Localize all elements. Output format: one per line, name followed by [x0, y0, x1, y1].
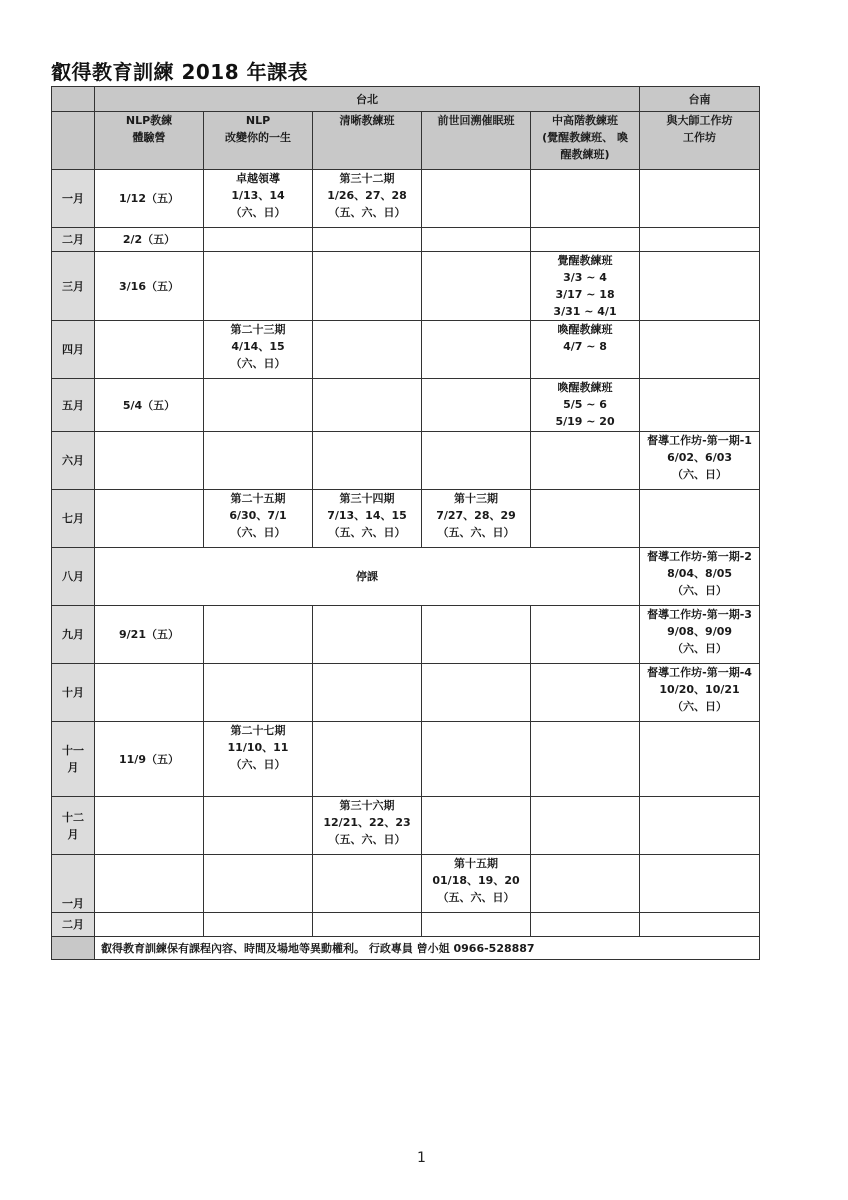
corner-cell — [52, 112, 95, 170]
month-text: 月 — [67, 761, 79, 774]
empty-cell — [422, 252, 531, 321]
column-header-nlp-coaching-camp — [95, 112, 204, 170]
empty-cell — [422, 228, 531, 252]
schedule-cell-line: 9/08、9/09 — [667, 625, 733, 638]
schedule-cell-line: （六、日） — [230, 357, 286, 370]
month-label — [52, 432, 95, 490]
column-header-line: 與大師工作坊 — [666, 114, 733, 127]
schedule-cell — [95, 252, 204, 321]
empty-cell — [640, 855, 760, 913]
schedule-cell-line: 第十三期 — [454, 492, 498, 505]
schedule-cell — [95, 606, 204, 664]
schedule-cell — [95, 379, 204, 432]
schedule-row — [52, 432, 760, 490]
schedule-row — [52, 228, 760, 252]
schedule-cell-line: （五、六、日） — [437, 526, 515, 539]
schedule-cell — [313, 797, 422, 855]
schedule-cell-line: 第三十二期 — [339, 172, 395, 185]
schedule-cell-line: 11/9（五） — [119, 752, 179, 766]
month-label — [52, 722, 95, 797]
schedule-row — [52, 321, 760, 379]
empty-cell — [640, 228, 760, 252]
empty-cell — [313, 606, 422, 664]
month-text: 三月 — [62, 279, 84, 293]
schedule-cell-line: 6/30、7/1 — [229, 509, 287, 522]
schedule-cell — [640, 548, 760, 606]
empty-cell — [422, 797, 531, 855]
schedule-cell-line: 第二十三期 — [230, 323, 286, 336]
schedule-cell-line: 5/5 ~ 6 — [563, 398, 607, 411]
empty-cell — [95, 432, 204, 490]
empty-cell — [531, 228, 640, 252]
schedule-cell-line: （六、日） — [230, 526, 286, 539]
schedule-cell-line: 12/21、22、23 — [323, 816, 411, 829]
empty-cell — [640, 379, 760, 432]
empty-cell — [531, 913, 640, 937]
schedule-cell-line: 11/10、11 — [227, 741, 289, 754]
schedule-cell-line: （五、六、日） — [328, 526, 406, 539]
schedule-cell-line: 1/12（五） — [119, 192, 179, 205]
empty-cell — [313, 379, 422, 432]
schedule-cell-line: 1/26、27、28 — [327, 189, 407, 202]
empty-cell — [422, 913, 531, 937]
empty-cell — [640, 252, 760, 321]
schedule-cell-line: 3/31 ~ 4/1 — [553, 305, 617, 318]
footer-note: 叡得教育訓練保有課程內容、時間及場地等異動權利。 行政專員 曾小姐 0966-528887 — [95, 937, 760, 960]
column-header-line: 清晰教練班 — [339, 114, 395, 127]
month-label — [52, 664, 95, 722]
schedule-cell-line: 8/04、8/05 — [667, 567, 733, 580]
month-label — [52, 490, 95, 548]
month-text: 二月 — [62, 233, 84, 246]
empty-cell — [422, 664, 531, 722]
schedule-cell-line: 第十五期 — [454, 857, 498, 870]
column-header-line: 改變你的一生 — [225, 131, 291, 144]
schedule-cell — [204, 170, 313, 228]
schedule-cell-line: 督導工作坊-第一期-4 — [647, 666, 752, 679]
schedule-cell-line: 3/3 ~ 4 — [563, 271, 607, 284]
schedule-cell-line: 卓越領導 — [236, 172, 280, 185]
month-label — [52, 855, 95, 913]
month-label — [52, 170, 95, 228]
schedule-cell-line: 第二十七期 — [230, 724, 286, 737]
schedule-cell-line: （五、六、日） — [328, 833, 406, 846]
column-header-line: NLP教練 — [125, 114, 173, 127]
month-text: 二月 — [62, 918, 84, 931]
empty-cell — [95, 855, 204, 913]
empty-cell — [422, 379, 531, 432]
empty-cell — [640, 797, 760, 855]
empty-cell — [204, 379, 313, 432]
empty-cell — [531, 170, 640, 228]
schedule-row — [52, 722, 760, 797]
column-header-master-workshop — [640, 112, 760, 170]
schedule-cell-line: 01/18、19、20 — [432, 874, 520, 887]
schedule-cell-line: 6/02、6/03 — [667, 451, 733, 464]
month-label — [52, 321, 95, 379]
schedule-cell-line: 10/20、10/21 — [659, 683, 740, 696]
region-taipei: 台北 — [95, 87, 640, 112]
empty-cell — [204, 606, 313, 664]
month-label — [52, 548, 95, 606]
column-header-advanced-coaching — [531, 112, 640, 170]
empty-cell — [640, 490, 760, 548]
schedule-row — [52, 252, 760, 321]
schedule-row — [52, 855, 760, 913]
empty-cell — [531, 855, 640, 913]
schedule-row — [52, 913, 760, 937]
empty-cell — [531, 664, 640, 722]
column-header-line: NLP — [245, 114, 271, 127]
schedule-cell — [95, 722, 204, 797]
empty-cell — [204, 228, 313, 252]
empty-cell — [422, 170, 531, 228]
schedule-cell-line: （六、日） — [672, 468, 728, 481]
region-tainan: 台南 — [640, 87, 760, 112]
schedule-cell-line: 督導工作坊-第一期-1 — [647, 434, 752, 447]
schedule-cell — [531, 321, 640, 379]
schedule-cell-line: 督導工作坊-第一期-3 — [647, 608, 752, 621]
month-label — [52, 606, 95, 664]
column-header-line: 醒教練班) — [560, 148, 610, 161]
empty-cell — [204, 432, 313, 490]
schedule-row — [52, 797, 760, 855]
schedule-cell — [313, 170, 422, 228]
schedule-cell — [95, 228, 204, 252]
schedule-cell-line: （六、日） — [672, 642, 728, 655]
corner-cell — [52, 87, 95, 112]
schedule-cell-line: 7/13、14、15 — [327, 509, 407, 522]
empty-cell — [313, 664, 422, 722]
empty-cell — [313, 432, 422, 490]
schedule-cell-line: 1/13、14 — [231, 189, 285, 202]
empty-cell — [204, 664, 313, 722]
empty-cell — [531, 490, 640, 548]
month-text: 四月 — [62, 343, 84, 356]
month-label — [52, 913, 95, 937]
schedule-cell-line: 喚醒教練班 — [557, 323, 613, 336]
column-header-clarity-coaching — [313, 112, 422, 170]
schedule-row — [52, 606, 760, 664]
document-title: 叡得教育訓練 2018 年課表 — [51, 60, 309, 84]
empty-cell — [422, 606, 531, 664]
empty-cell — [204, 252, 313, 321]
column-header-nlp-change-life — [204, 112, 313, 170]
empty-cell — [313, 252, 422, 321]
empty-cell — [204, 855, 313, 913]
schedule-row — [52, 664, 760, 722]
schedule-cell-line: （六、日） — [230, 758, 286, 771]
column-header-past-life-hypnosis — [422, 112, 531, 170]
schedule-cell — [531, 252, 640, 321]
empty-cell — [95, 797, 204, 855]
schedule-cell — [640, 606, 760, 664]
schedule-cell-line: （六、日） — [230, 206, 286, 219]
column-header-row — [52, 112, 760, 170]
column-header-line: (覺醒教練班、 喚 — [542, 131, 628, 144]
schedule-row — [52, 490, 760, 548]
schedule-cell-line: 5/4（五） — [122, 398, 176, 412]
empty-cell — [640, 321, 760, 379]
empty-cell — [204, 913, 313, 937]
course-schedule-table — [51, 86, 760, 960]
empty-cell — [204, 797, 313, 855]
schedule-row — [52, 548, 760, 606]
schedule-row — [52, 379, 760, 432]
empty-cell — [422, 722, 531, 797]
empty-cell — [95, 664, 204, 722]
empty-cell — [640, 170, 760, 228]
suspended-classes-cell: 停課 — [95, 548, 640, 606]
empty-cell — [422, 321, 531, 379]
schedule-row — [52, 170, 760, 228]
schedule-cell — [204, 490, 313, 548]
schedule-cell — [422, 855, 531, 913]
schedule-cell — [640, 432, 760, 490]
month-text: 七月 — [62, 512, 84, 525]
empty-cell — [531, 606, 640, 664]
schedule-cell — [422, 490, 531, 548]
month-text: 五月 — [62, 398, 84, 412]
column-header-line: 工作坊 — [683, 131, 717, 144]
schedule-cell-line: 2/2（五） — [122, 233, 176, 246]
page-number: 1 — [417, 1150, 426, 1166]
schedule-cell-line: 5/19 ~ 20 — [555, 415, 615, 428]
schedule-body — [52, 170, 760, 937]
empty-cell — [531, 432, 640, 490]
month-text: 十月 — [62, 686, 84, 699]
empty-cell — [95, 913, 204, 937]
month-text: 一月 — [62, 897, 84, 910]
schedule-cell-line: （六、日） — [672, 584, 728, 597]
footer-row — [52, 937, 760, 960]
month-text: 月 — [67, 827, 79, 841]
column-header-line: 體驗營 — [132, 131, 166, 144]
empty-cell — [313, 321, 422, 379]
month-label — [52, 379, 95, 432]
empty-cell — [95, 490, 204, 548]
empty-cell — [313, 913, 422, 937]
month-text: 一月 — [62, 192, 84, 205]
schedule-cell-line: 督導工作坊-第一期-2 — [647, 550, 752, 563]
empty-cell — [95, 321, 204, 379]
month-label — [52, 228, 95, 252]
schedule-cell — [204, 321, 313, 379]
empty-cell — [313, 722, 422, 797]
month-text: 六月 — [62, 454, 84, 467]
empty-cell — [531, 797, 640, 855]
schedule-cell-line: 覺醒教練班 — [557, 254, 613, 267]
schedule-cell-line: （五、六、日） — [328, 206, 406, 219]
schedule-cell-line: 4/7 ~ 8 — [563, 340, 607, 353]
month-text: 九月 — [62, 628, 84, 641]
empty-cell — [640, 913, 760, 937]
empty-cell — [640, 722, 760, 797]
schedule-cell — [531, 379, 640, 432]
schedule-cell — [640, 664, 760, 722]
schedule-cell-line: 第二十五期 — [230, 492, 286, 505]
schedule-cell-line: 4/14、15 — [231, 340, 285, 353]
schedule-cell-line: 第三十四期 — [339, 492, 395, 505]
column-header-line: 中高階教練班 — [552, 114, 619, 127]
month-label — [52, 252, 95, 321]
footer-corner-cell — [52, 937, 95, 960]
schedule-cell-line: （五、六、日） — [437, 891, 515, 904]
schedule-cell-line: 7/27、28、29 — [436, 509, 516, 522]
month-text: 十二 — [62, 810, 84, 824]
schedule-cell-line: 3/17 ~ 18 — [555, 288, 615, 301]
empty-cell — [531, 722, 640, 797]
schedule-cell-line: 第三十六期 — [339, 799, 395, 812]
region-header-row — [52, 87, 760, 112]
month-label — [52, 797, 95, 855]
schedule-cell — [95, 170, 204, 228]
month-text: 八月 — [62, 570, 84, 583]
column-header-line: 前世回溯催眠班 — [437, 114, 515, 127]
schedule-cell-line: 3/16（五） — [119, 279, 179, 293]
empty-cell — [313, 855, 422, 913]
schedule-cell-line: （六、日） — [672, 700, 728, 713]
empty-cell — [422, 432, 531, 490]
schedule-cell — [313, 490, 422, 548]
empty-cell — [313, 228, 422, 252]
schedule-cell-line: 喚醒教練班 — [557, 381, 613, 394]
schedule-cell-line: 9/21（五） — [119, 628, 179, 641]
month-text: 十一 — [62, 744, 84, 757]
schedule-cell — [204, 722, 313, 797]
